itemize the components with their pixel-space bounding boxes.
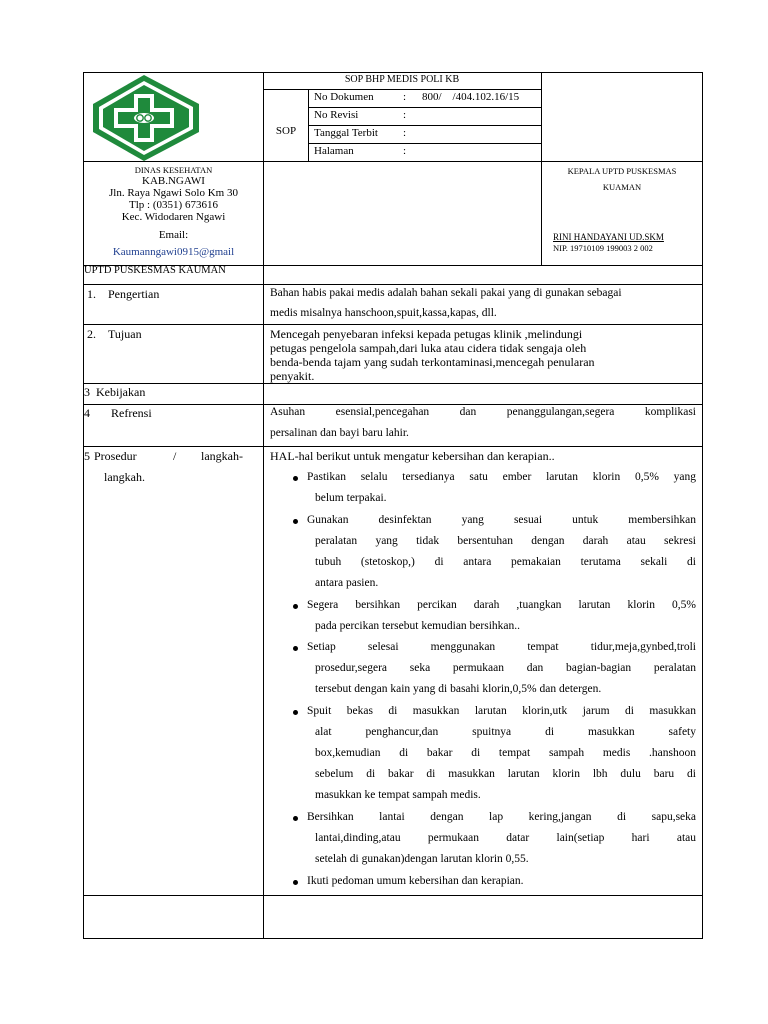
- tujuan-text: benda-benda tajam yang sudah terkontaminasi,mencegah penularan: [270, 355, 595, 369]
- signatory-name: RINI HANDAYANI UD.SKM: [553, 232, 664, 242]
- field-value-no-dokumen: 800/ /404.102.16/15: [422, 91, 520, 103]
- agency-email-label: Email:: [158, 229, 189, 241]
- prosedur-step: masukkan ke tempat sampah medis.: [315, 789, 481, 801]
- prosedur-step: Pastikan selalu tersedianya satu ember larutan klorin 0,5% yang: [307, 471, 696, 483]
- prosedur-step: lantai,dinding,atau permukaan datar lain(setiap hari atau: [315, 832, 696, 844]
- signatory-nip: NIP. 19710109 199003 2 002: [553, 243, 653, 253]
- field-label-no-dokumen: No Dokumen: [314, 91, 374, 103]
- bullet-icon: [293, 646, 298, 651]
- pengertian-text: Bahan habis pakai medis adalah bahan sekali pakai yang di gunakan sebagai: [270, 287, 622, 299]
- section-number: 1.: [87, 287, 96, 301]
- prosedur-step: Gunakan desinfektan yang sesuai untuk membersihkan: [307, 514, 696, 526]
- agency-address: Jln. Raya Ngawi Solo Km 30: [109, 187, 238, 199]
- prosedur-step: box,kemudian di bakar di tempat sampah medis .hanshoon: [315, 747, 696, 759]
- section-number: 2.: [87, 327, 96, 341]
- prosedur-step: prosedur,segera seka permukaan dan bagian-bagian peralatan: [315, 662, 696, 674]
- sop-label: SOP: [275, 125, 297, 137]
- prosedur-intro: HAL-hal berikut untuk mengatur kebersihan dan kerapian..: [270, 449, 555, 463]
- section-label-langkah: langkah-: [201, 449, 243, 463]
- prosedur-step: peralatan yang tidak bersentuhan dengan darah atau sekresi: [315, 535, 696, 547]
- agency-phone: Tlp : (0351) 673616: [129, 199, 218, 211]
- prosedur-step: tersebut dengan kain yang di basahi klorin,0,5% dan detergen.: [315, 683, 602, 695]
- prosedur-step: setelah di gunakan)dengan larutan klorin 0,55.: [315, 853, 529, 865]
- agency-department: DINAS KESEHATAN: [134, 165, 213, 175]
- prosedur-step: alat penghancur,dan spuitnya di masukkan safety: [315, 726, 696, 738]
- refrensi-text: persalinan dan bayi baru lahir.: [270, 427, 409, 439]
- field-label-halaman: Halaman: [314, 145, 354, 157]
- prosedur-step: Spuit bekas di masukkan larutan klorin,utk jarum di masukkan: [307, 705, 696, 717]
- prosedur-step: antara pasien.: [315, 577, 379, 589]
- signatory-title-place: KUAMAN: [602, 182, 642, 192]
- cross-emblem-icon: [91, 74, 201, 162]
- bullet-icon: [293, 710, 298, 715]
- prosedur-step: Setiap selesai menggunakan tempat tidur,meja,gynbed,troli: [307, 641, 696, 653]
- bullet-icon: [293, 816, 298, 821]
- prosedur-step: sebelum di bakar di masukkan larutan klorin lbh dulu baru di: [315, 768, 696, 780]
- prosedur-step: belum terpakai.: [315, 492, 387, 504]
- section-label-langkah-2: langkah.: [104, 470, 145, 484]
- prosedur-step: Bersihkan lantai dengan lap kering,jangan di sapu,seka: [307, 811, 696, 823]
- signatory-title: KEPALA UPTD PUSKESMAS: [567, 166, 677, 176]
- field-colon: :: [403, 127, 407, 139]
- field-label-no-revisi: No Revisi: [314, 109, 359, 121]
- bullet-icon: [293, 519, 298, 524]
- prosedur-step: tubuh (stetoskop,) di antara pemakaian terutama sekali di: [315, 556, 696, 568]
- bullet-icon: [293, 476, 298, 481]
- section-label-refrensi: Refrensi: [111, 406, 152, 420]
- section-label-tujuan: Tujuan: [108, 327, 142, 341]
- field-label-tanggal-terbit: Tanggal Terbit: [314, 127, 378, 139]
- section-number: 5: [84, 449, 90, 463]
- field-colon: :: [403, 145, 407, 157]
- section-number: 3: [84, 385, 90, 399]
- refrensi-text: Asuhan esensial,pencegahan dan penanggulangan,segera komplikasi: [270, 406, 696, 418]
- prosedur-step: Segera bersihkan percikan darah ,tuangkan larutan klorin 0,5%: [307, 599, 696, 611]
- agency-unit: UPTD PUSKESMAS KAUMAN: [84, 265, 226, 276]
- section-label-prosedur: Prosedur: [94, 449, 137, 463]
- agency-district: Kec. Widodaren Ngawi: [121, 211, 226, 223]
- tujuan-text: Mencegah penyebaran infeksi kepada petugas klinik ,melindungi: [270, 327, 583, 341]
- health-office-logo: [91, 74, 201, 162]
- prosedur-step: pada percikan tersebut kemudian bersihkan..: [315, 620, 521, 632]
- agency-email: Kaumanngawi0915@gmail: [112, 246, 235, 258]
- prosedur-step: Ikuti pedoman umum kebersihan dan kerapian.: [307, 875, 524, 887]
- section-label-kebijakan: Kebijakan: [96, 385, 146, 399]
- agency-regency: KAB.NGAWI: [142, 175, 205, 187]
- tujuan-text: petugas pengelola sampah,dari luka atau cidera tidak sengaja oleh: [270, 341, 587, 355]
- section-label-slash: /: [173, 449, 177, 463]
- bullet-icon: [293, 604, 298, 609]
- field-colon: :: [403, 91, 407, 103]
- tujuan-text: penyakit.: [270, 369, 315, 383]
- section-label-pengertian: Pengertian: [108, 287, 160, 301]
- field-colon: :: [403, 109, 407, 121]
- section-number: 4: [84, 406, 90, 420]
- document-title: SOP BHP MEDIS POLI KB: [344, 74, 460, 85]
- bullet-icon: [293, 880, 298, 885]
- pengertian-text: medis misalnya hanschoon,spuit,kassa,kapas, dll.: [270, 307, 497, 319]
